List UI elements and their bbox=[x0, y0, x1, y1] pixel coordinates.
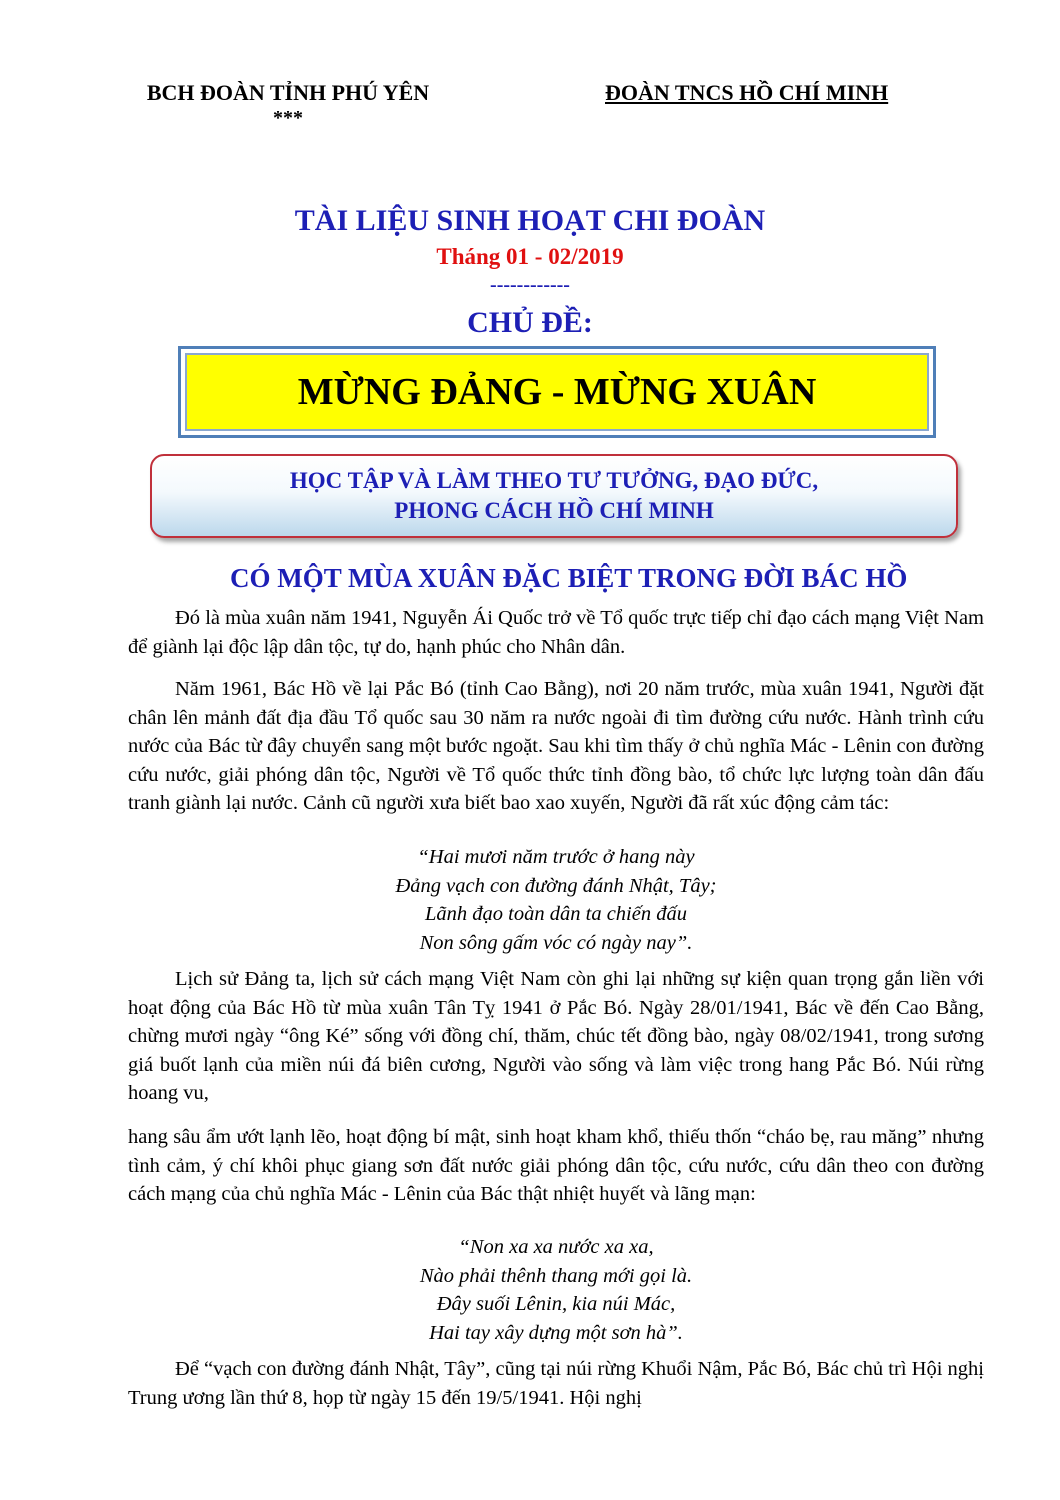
poem-line: Non sông gấm vóc có ngày nay”. bbox=[419, 931, 693, 954]
paragraph-text: Lịch sử Đảng ta, lịch sử cách mạng Việt Nam còn ghi lại những sự kiện quan trọng gắn liền với hoạt động của Bác Hồ từ mùa xuân Tân Tỵ 1941 ở Pắc Bó. Ngày 28/01/1941, Bác về đến Cao Bằng, chừng mươi ngày “ông Ké” sống với đồng chí, thăm, chúc tết đồng bào, ngày 08/02/1941, trong sương giá buốt lạnh của miền núi đá biên cương, Người vào sống và làm việc trong hang Pắc Bó. Núi rừng hoang vu, bbox=[128, 968, 984, 1105]
banner-line-2: PHONG CÁCH HỒ CHÍ MINH bbox=[394, 498, 714, 523]
paragraph-2 bbox=[128, 675, 984, 818]
poem-line: Hai tay xây dựng một sơn hà”. bbox=[429, 1321, 683, 1344]
section-heading: CÓ MỘT MÙA XUÂN ĐẶC BIỆT TRONG ĐỜI BÁC HỒ bbox=[230, 563, 908, 593]
title-separator: ------------ bbox=[490, 274, 570, 296]
paragraph-5 bbox=[128, 1355, 984, 1412]
document-date: Tháng 01 - 02/2019 bbox=[436, 244, 624, 269]
poem-1 bbox=[128, 843, 984, 957]
poem-line: “Non xa xa nước xa xa, bbox=[458, 1236, 654, 1258]
topic-text: MỪNG ĐẢNG - MỪNG XUÂN bbox=[297, 371, 817, 413]
paragraph-3 bbox=[128, 965, 984, 1108]
header-stars: *** bbox=[273, 107, 303, 129]
paragraph-text: hang sâu ẩm ướt lạnh lẽo, hoạt động bí mật, sinh hoạt kham khổ, thiếu thốn “cháo bẹ, rau măng” nhưng tình cảm, ý chí khôi phục giang sơn đất nước giải phóng dân tộc, cứu nước, cứu dân theo con đường cách mạng của chủ nghĩa Mác - Lênin của Bác thật nhiệt huyết và lãng mạn: bbox=[128, 1126, 984, 1206]
paragraph-1 bbox=[128, 604, 984, 661]
poem-line: Đây suối Lênin, kia núi Mác, bbox=[436, 1293, 676, 1316]
poem-line: Đảng vạch con đường đánh Nhật, Tây; bbox=[395, 874, 717, 897]
left-organization: BCH ĐOÀN TỈNH PHÚ YÊN bbox=[146, 80, 430, 105]
paragraph-text: Để “vạch con đường đánh Nhật, Tây”, cũng tại núi rừng Khuổi Nậm, Pắc Bó, Bác chủ trì Hội nghị Trung ương lần thứ 8, họp từ ngày 15 đến 19/5/1941. Hội nghị bbox=[128, 1358, 984, 1409]
poem-line: Lãnh đạo toàn dân ta chiến đấu bbox=[425, 903, 687, 926]
study-banner bbox=[150, 454, 958, 538]
document-title: TÀI LIỆU SINH HOẠT CHI ĐOÀN bbox=[294, 204, 766, 237]
paragraph-text: Năm 1961, Bác Hồ về lại Pắc Bó (tỉnh Cao Bằng), nơi 20 năm trước, mùa xuân 1941, Người đặt chân lên mảnh đất địa đầu Tổ quốc sau 30 năm ra nước ngoài đi tìm đường cứu nước. Hành trình cứu nước của Bác từ đây chuyển sang một bước ngoặt. Sau khi tìm thấy ở chủ nghĩa Mác - Lênin con đường cứu nước, giải phóng dân tộc, Người về Tổ quốc thức tỉnh đồng bào, tổ chức lực lượng toàn dân đấu tranh giành lại nước. Cảnh cũ người xưa biết bao xao xuyến, Người đã rất xúc động cảm tác: bbox=[128, 678, 984, 815]
header-left bbox=[118, 80, 458, 128]
poem-2 bbox=[128, 1233, 984, 1347]
topic-label: CHỦ ĐỀ: bbox=[467, 306, 593, 339]
paragraph-text: Đó là mùa xuân năm 1941, Nguyễn Ái Quốc trở về Tổ quốc trực tiếp chỉ đạo cách mạng Việt Nam để giành lại độc lập dân tộc, tự do, hạnh phúc cho Nhân dân. bbox=[128, 607, 984, 658]
paragraph-4 bbox=[128, 1123, 984, 1209]
poem-line: Nào phải thênh thang mới gọi là. bbox=[419, 1264, 693, 1287]
topic-box-fill bbox=[185, 353, 929, 431]
right-organization: ĐOÀN TNCS HỒ CHÍ MINH bbox=[605, 80, 889, 105]
banner-line-1: HỌC TẬP VÀ LÀM THEO TƯ TƯỞNG, ĐẠO ĐỨC, bbox=[289, 468, 819, 493]
poem-line: “Hai mươi năm trước ở hang này bbox=[417, 846, 695, 868]
topic-box bbox=[178, 346, 936, 438]
